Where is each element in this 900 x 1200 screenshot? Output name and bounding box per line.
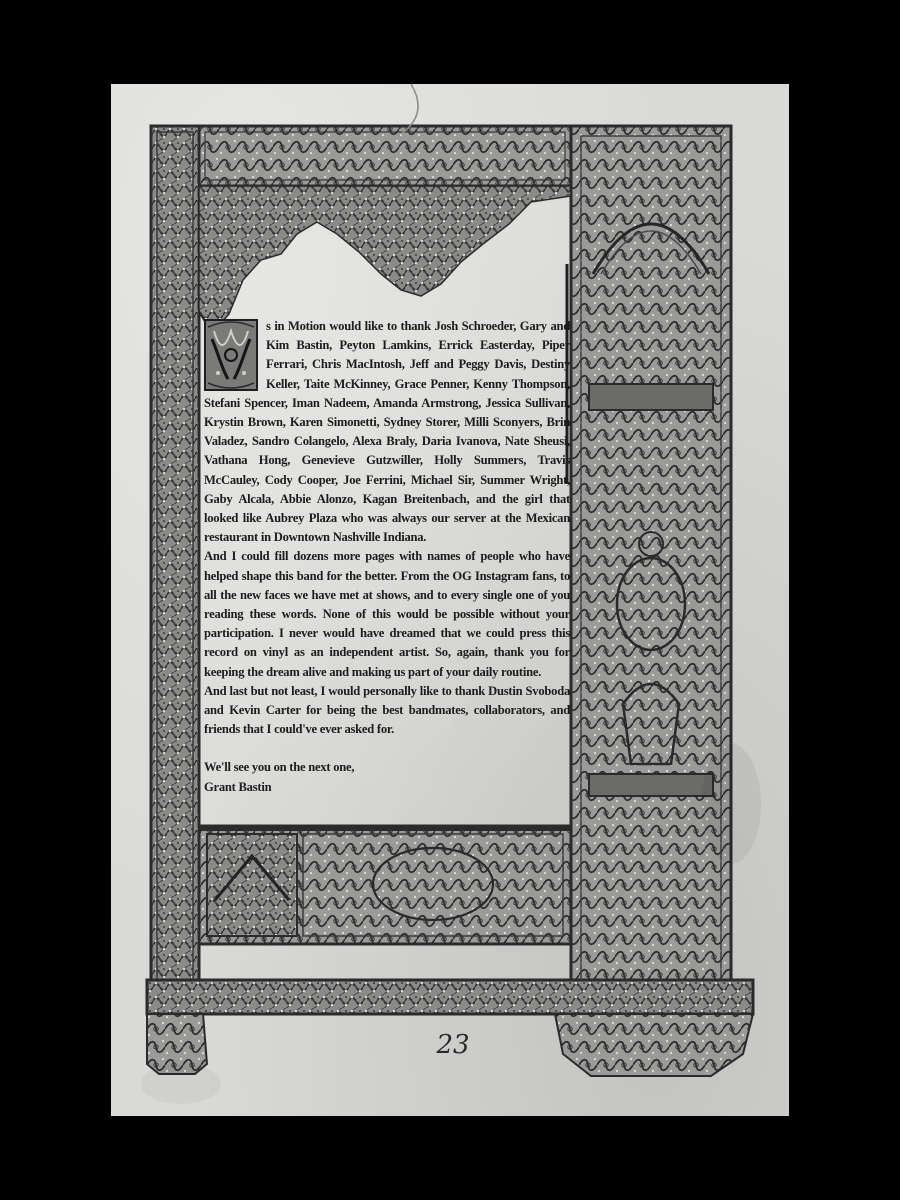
signature: Grant Bastin	[204, 779, 272, 794]
closing-line: We'll see you on the next one,	[204, 760, 355, 775]
acknowledgements-text	[204, 317, 570, 797]
dropcap-ornament	[204, 319, 258, 391]
page	[111, 84, 789, 1116]
closing	[204, 758, 570, 796]
fans-paragraph: And I could fill dozens more pages with names of people who have helped shape this band for the better. From the OG Instagram fans, to all the new faces we have met at shows, and to every single one of you reading these words. None of this would be possible without your participation. I never would have dreamed that we could press this record on vinyl as an independent artist. So, again, thank you for keeping the dream alive and making us part of your daily routine.	[204, 549, 570, 679]
bandmates-paragraph: And last but not least, I would personally like to thank Dustin Svoboda and Kevin Carter for being the best bandmates, collaborators, and friends that I could've ever asked for.	[204, 683, 570, 737]
thank-you-paragraph: s in Motion would like to thank Josh Schroeder, Gary and Kim Bastin, Peyton Lamkins, Errick Easterday, Piper Ferrari, Chris MacIntosh, Jeff and Peggy Davis, Destiny Keller, Taite McKinney, Grace Penner, Kenny Thompson, Stefani Spencer, Iman Nadeem, Amanda Armstrong, Jessica Sullivan, Krystin Brown, Karen Simonetti, Sydney Storer, Milli Sconyers, Brin Valadez, Sandro Colangelo, Alexa Braly, Daria Ivanova, Nate Sheusi, Vathana Hong, Genevieve Gutzwiller, Holly Summers, Travis McCauley, Cody Cooper, Joe Ferrini, Michael Sir, Summer Wright, Gaby Alcala, Abbie Alonzo, Kagan Breitenbach, and the girl that looked like Aubrey Plaza who was always our server at the Mexican restaurant in Downtown Nashville Indiana.	[204, 319, 570, 545]
page-number: 23	[436, 1030, 470, 1060]
